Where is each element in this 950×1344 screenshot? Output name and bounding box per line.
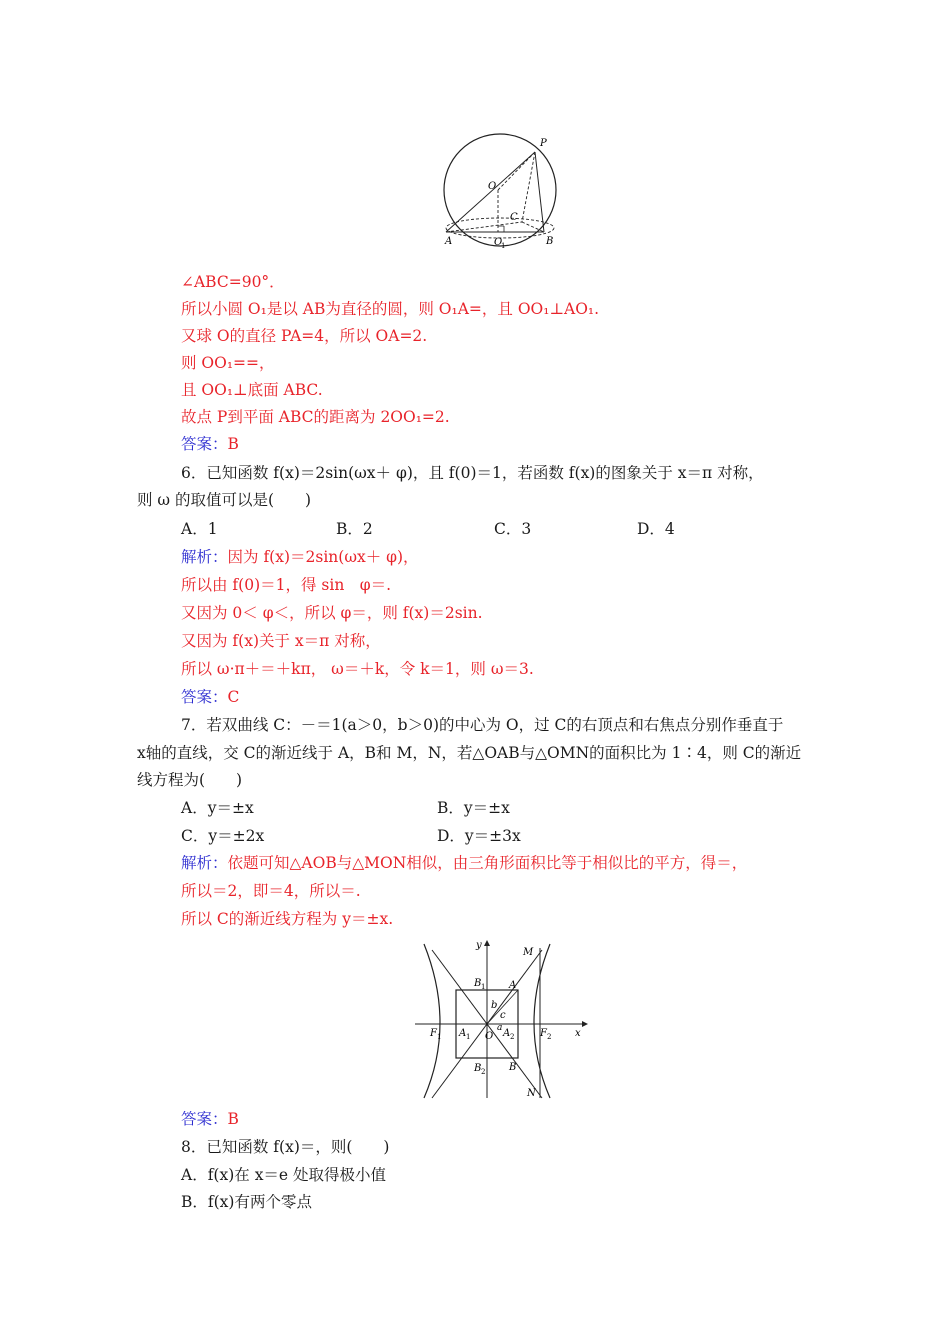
q6-stem-line-1: 6．已知函数 f(x)＝2sin(ωx＋ φ)，且 f(0)＝1，若函数 f(x)的图象关于 x＝π 对称， <box>181 464 764 482</box>
answer-label: 答案： <box>181 435 228 453</box>
label-A1-sub: 1 <box>466 1033 471 1041</box>
q7-analysis-2: 所以＝2，即＝4，所以＝. <box>181 882 361 900</box>
label-O: O <box>485 1031 494 1042</box>
label-A2: A <box>503 1028 511 1039</box>
q7-option-a: A．y＝±x <box>181 799 254 817</box>
analysis-text: 依题可知△AOB与△MON相似，由三角形面积比等于相似比的平方，得＝， <box>227 854 748 872</box>
q6-analysis-2: 所以由 f(0)＝1，得 sin φ＝. <box>181 576 392 594</box>
label-F1-sub: 1 <box>437 1033 442 1041</box>
q7-stem-line-2: x轴的直线，交 C的渐近线于 A，B和 M，N，若△OAB与△OMN的面积比为 1∶4，则 C的渐近 <box>137 744 802 762</box>
q6-analysis-5: 所以 ω·π＋＝＋kπ， ω＝＋k，令 k＝1，则 ω＝3. <box>181 660 534 678</box>
label-B: B <box>509 1062 517 1073</box>
label-A2-sub: 2 <box>510 1033 515 1041</box>
label-y: y <box>476 940 482 951</box>
label-B1-sub: 1 <box>481 983 486 991</box>
q8-option-a: A．f(x)在 x＝e 处取得极小值 <box>181 1166 387 1184</box>
label-O: O <box>488 181 497 192</box>
analysis-text: 因为 f(x)＝2sin(ωx＋ φ)， <box>227 548 419 566</box>
sol5-line-6: 故点 P到平面 ABC的距离为 2OO₁=2. <box>181 408 450 426</box>
q8-stem: 8．已知函数 f(x)＝，则( ) <box>181 1138 390 1156</box>
sol5-line-2: 所以小圆 O₁是以 AB为直径的圆，则 O₁A=，且 OO₁⊥AO₁. <box>181 300 600 318</box>
q6-option-a: A．1 <box>181 520 218 538</box>
analysis-label: 解析： <box>181 548 228 566</box>
q7-analysis-3: 所以 C的渐近线方程为 y＝±x. <box>181 910 394 928</box>
label-b: b <box>491 1000 498 1011</box>
label-O1: O <box>494 237 503 248</box>
hyperbola-figure <box>412 938 590 1100</box>
analysis-label: 解析： <box>181 854 228 872</box>
answer-value: B <box>227 1110 239 1128</box>
sol5-line-1: ∠ABC=90°． <box>181 273 285 291</box>
q6-analysis-3: 又因为 0＜ φ＜，所以 φ＝，则 f(x)＝2sin. <box>181 604 483 622</box>
label-a: a <box>497 1023 503 1033</box>
q6-option-d: D．4 <box>637 520 675 538</box>
label-A: A <box>445 236 453 247</box>
q6-analysis-4: 又因为 f(x)关于 x＝π 对称， <box>181 632 381 650</box>
sol5-line-5: 且 OO₁⊥底面 ABC. <box>181 381 323 399</box>
label-M: M <box>523 947 534 958</box>
label-C: C <box>510 212 518 223</box>
label-B1: B <box>474 978 482 989</box>
label-O1-sub: 1 <box>501 242 506 250</box>
q7-option-b: B．y＝±x <box>437 799 510 817</box>
sol5-line-4: 则 OO₁==， <box>181 354 275 372</box>
q6-option-c: C．3 <box>494 520 532 538</box>
label-F1: F <box>430 1028 437 1039</box>
q7-stem-line-3: 线方程为( ) <box>137 771 243 789</box>
label-c: c <box>500 1010 506 1021</box>
q7-analysis-1 <box>181 852 747 874</box>
label-x: x <box>575 1028 581 1039</box>
q7-option-c: C．y＝±2x <box>181 827 265 845</box>
answer-value: B <box>227 435 239 453</box>
q6-answer <box>181 686 239 708</box>
label-B2: B <box>474 1063 482 1074</box>
label-F2: F <box>540 1028 547 1039</box>
answer-label: 答案： <box>181 688 228 706</box>
label-B: B <box>546 236 554 247</box>
q6-option-b: B．2 <box>336 520 373 538</box>
label-F2-sub: 2 <box>547 1033 552 1041</box>
sol5-answer <box>181 433 239 455</box>
label-N: N <box>527 1088 536 1099</box>
q7-option-d: D．y＝±3x <box>437 827 521 845</box>
q6-stem-line-2: 则 ω 的取值可以是( ) <box>137 491 312 509</box>
label-P: P <box>540 138 547 149</box>
q8-option-b: B．f(x)有两个零点 <box>181 1193 312 1211</box>
q7-stem-line-1: 7．若双曲线 C：－＝1(a＞0，b＞0)的中心为 O，过 C的右顶点和右焦点分别作垂直于 <box>181 716 784 734</box>
q6-analysis-1 <box>181 546 419 568</box>
label-B2-sub: 2 <box>481 1068 486 1076</box>
label-A: A <box>509 980 517 991</box>
answer-label: 答案： <box>181 1110 228 1128</box>
label-A1: A <box>459 1028 467 1039</box>
sol5-line-3: 又球 O的直径 PA=4，所以 OA=2. <box>181 327 428 345</box>
answer-value: C <box>227 688 240 706</box>
sphere-figure <box>430 132 570 252</box>
q7-answer <box>181 1108 239 1130</box>
